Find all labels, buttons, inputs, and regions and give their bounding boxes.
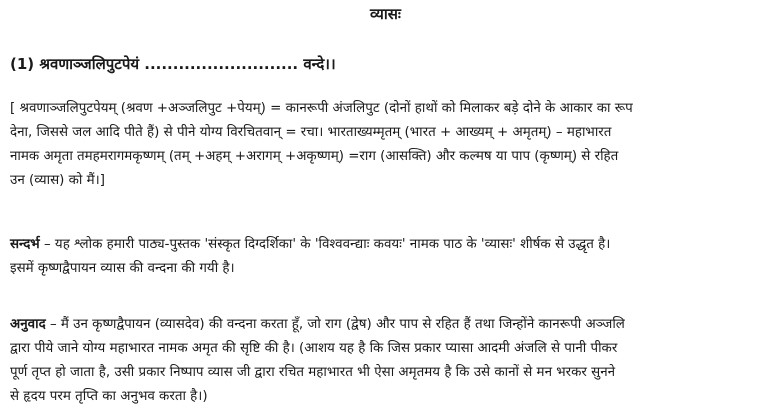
translation-line: द्वारा पीये जाने योग्य महाभारत नामक अमृत की सृष्टि की है। (आशय यह है कि जिस प्रकार प्यासा आदमी अंजलि से पानी पीकर (10, 341, 618, 356)
translation-line: से हृदय परम तृप्ति का अनुभव करता है।) (10, 389, 208, 404)
translation-label: अनुवाद (10, 317, 46, 332)
gloss-line: उन (व्यास) को मैं।] (10, 173, 105, 188)
translation-text: – मैं उन कृष्णद्वैपायन (व्यासदेव) की वन्दना करता हूँ, जो राग (द्वेष) और पाप से रहित हैं तथा जिन्होंने कानरूपी अञ्जलि (45, 317, 625, 332)
translation-first-line (10, 313, 765, 337)
gloss-line: देना, जिससे जल आदि पीते हैं) से पीने योग्य विरचितवान् = रचा। भारताख्यम्मृतम् (भारत + आख्यम् + अमृतम्) – महाभारत (10, 125, 612, 140)
context-first-line (10, 233, 765, 257)
gloss-line: [ श्रवणाञ्जलिपुटपेयम् (श्रवण +अञ्जलिपुट +पेयम्) = कानरूपी अंजलिपुट (दोनों हाथों को मिलाकर बड़े दोने के आकार का रूप (10, 101, 633, 116)
verse-heading: (1) श्रवणाञ्जलिपुटपेयं ........................... वन्दे।। (10, 55, 336, 73)
page-title: व्यासः (370, 5, 401, 23)
gloss-line: नामक अमृता तमहमरागमकृष्णम् (तम् +अहम् +अरागम् +अकृष्णम्) =राग (आसक्ति) और कल्मष या पाप (कृष्णम्) से रहित (10, 149, 619, 164)
word-meaning-paragraph (10, 97, 765, 193)
context-label: सन्दर्भ (10, 237, 40, 252)
translation-paragraph (10, 313, 765, 409)
context-paragraph (10, 233, 765, 281)
translation-line: पूर्ण तृप्त हो जाता है, उसी प्रकार निष्पाप व्यास जी द्वारा रचित महाभारत भी ऐसा अमृतमय है कि उसे कानों से मन भरकर सुनने (10, 365, 616, 380)
context-line: इसमें कृष्णद्वैपायन व्यास की वन्दना की गयी है। (10, 261, 235, 276)
context-text: – यह श्लोक हमारी पाठ्य-पुस्तक 'संस्कृत दिग्दर्शिका' के 'विश्ववन्द्याः कवयः' नामक पाठ के 'व्यासः' शीर्षक से उद्धृत है। (39, 237, 611, 252)
